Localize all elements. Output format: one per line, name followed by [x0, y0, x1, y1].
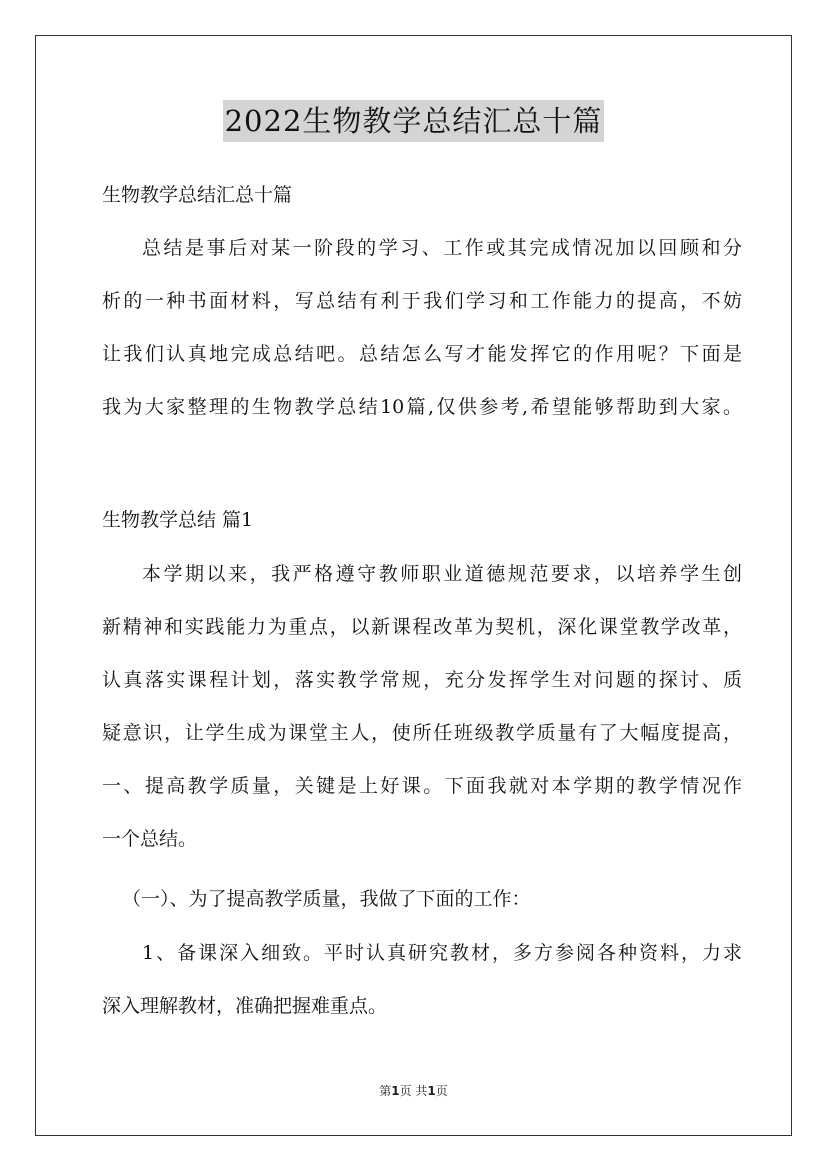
- title-container: [0, 100, 827, 142]
- section1-line-6: 一个总结。: [102, 828, 198, 850]
- section1-line-5: 一、提高教学质量，关键是上好课。下面我就对本学期的教学情况作: [102, 775, 742, 797]
- section-heading-1: 生物教学总结 篇1: [102, 509, 254, 531]
- footer-page-number: 1: [391, 1084, 400, 1098]
- section1-line-3: 认真落实课程计划，落实教学常规，充分发挥学生对问题的探讨、质: [102, 669, 742, 691]
- footer-suffix: 页: [435, 1084, 448, 1098]
- intro-line-1: 总结是事后对某一阶段的学习、工作或其完成情况加以回顾和分: [142, 237, 742, 259]
- footer-prefix: 第: [379, 1084, 392, 1098]
- section1-line-4: 疑意识，让学生成为课堂主人，使所任班级教学质量有了大幅度提高，: [102, 722, 742, 744]
- intro-line-3: 让我们认真地完成总结吧。总结怎么写才能发挥它的作用呢？下面是: [102, 343, 742, 365]
- footer-mid: 页 共: [399, 1084, 428, 1098]
- subheading-1: （一）、为了提高教学质量，我做了下面的工作：: [122, 888, 531, 910]
- section1-line-1: 本学期以来，我严格遵守教师职业道德规范要求，以培养学生创: [142, 563, 742, 585]
- item1-line-2: 深入理解教材，准确把握难重点。: [102, 995, 388, 1017]
- footer-total-pages: 1: [427, 1084, 436, 1098]
- intro-line-4: 我为大家整理的生物教学总结10篇,仅供参考,希望能够帮助到大家。: [102, 396, 742, 418]
- section1-line-2: 新精神和实践能力为重点，以新课程改革为契机，深化课堂教学改革，: [102, 616, 742, 638]
- document-title: 2022生物教学总结汇总十篇: [223, 100, 605, 142]
- document-subtitle: 生物教学总结汇总十篇: [102, 184, 293, 206]
- page-footer: [0, 1083, 827, 1099]
- item1-line-1: 1、备课深入细致。平时认真研究教材，多方参阅各种资料，力求: [142, 942, 742, 964]
- intro-line-2: 析的一种书面材料，写总结有利于我们学习和工作能力的提高，不妨: [102, 290, 742, 312]
